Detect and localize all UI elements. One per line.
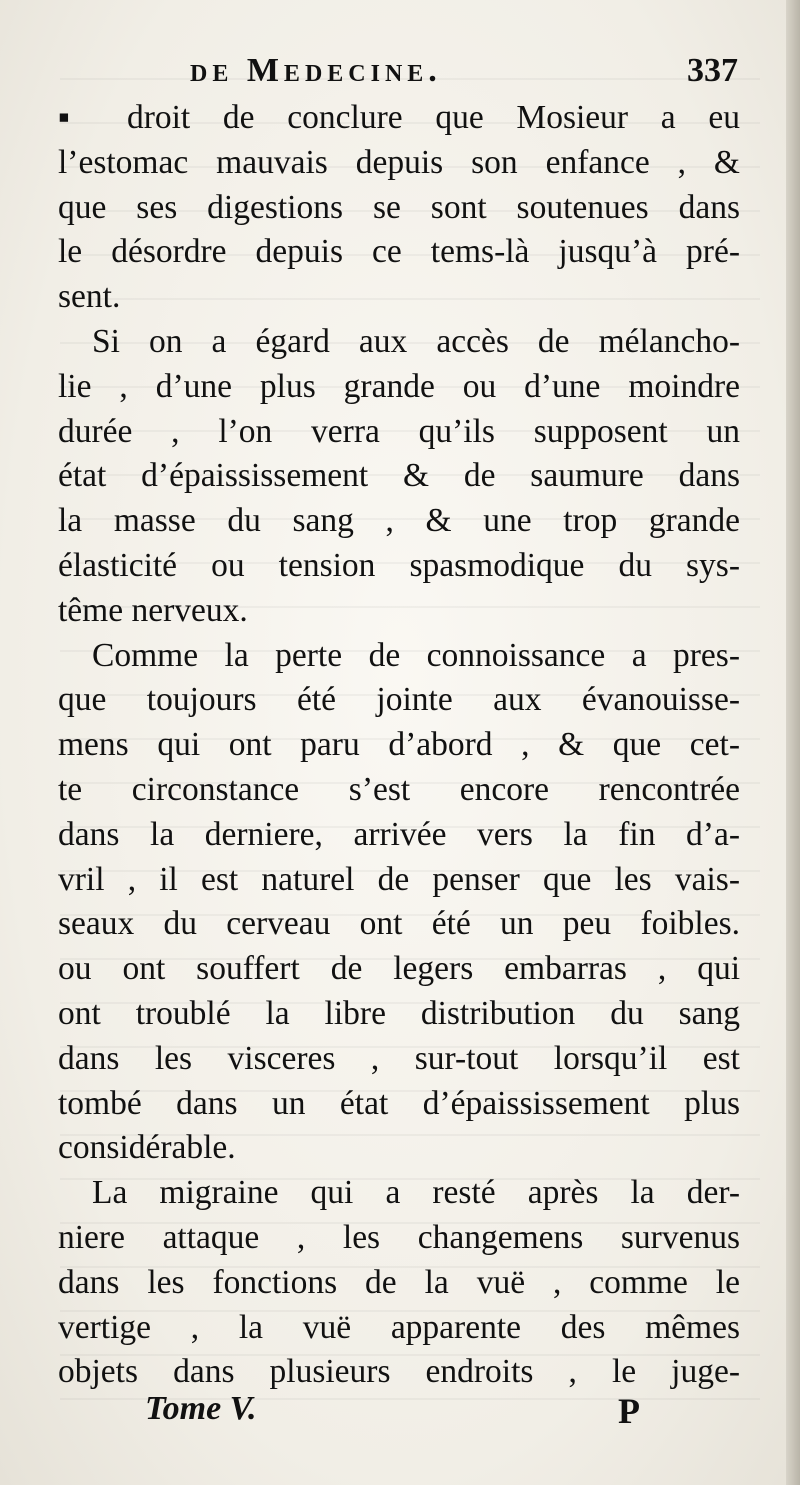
text-line: vertige , la vuë apparente des mêmes (58, 1308, 740, 1346)
text-line: seaux du cerveau ont été un peu foibles. (58, 905, 740, 943)
text-line: ▪ droit de conclure que Mosieur a eu (58, 99, 740, 136)
running-title: de Medecine. (190, 52, 442, 89)
text-line: considérable. (58, 1129, 236, 1167)
text-line: ou ont souffert de legers embarras , qui (58, 950, 740, 988)
text-line: vril , il est naturel de penser que les vais- (58, 860, 740, 898)
text-line: La migraine qui a resté après la der- (92, 1174, 740, 1212)
text-line: la masse du sang , & une trop grande (58, 502, 740, 540)
text-line: dans la derniere, arrivée vers la fin d’a- (58, 815, 740, 853)
text-line: ont troublé la libre distribution du sang (58, 994, 740, 1032)
text-line: que toujours été jointe aux évanouisse- (58, 681, 740, 719)
page-number: 337 (687, 52, 738, 89)
volume-mark: Tome V. (145, 1390, 257, 1427)
page-footer (60, 1390, 750, 1436)
body-text (58, 96, 740, 1395)
text-line: te circonstance s’est encore rencontrée (58, 770, 740, 808)
text-line: dans les fonctions de la vuë , comme le (58, 1263, 740, 1301)
page-edge-shadow (786, 0, 800, 1485)
text-line: état d’épaississement & de saumure dans (58, 457, 740, 495)
signature-mark: P (618, 1391, 640, 1431)
text-line: Comme la perte de connoissance a pres- (92, 636, 740, 674)
page-header (60, 52, 750, 96)
text-line: le désordre depuis ce tems-là jusqu’à pré- (58, 233, 740, 271)
text-line: Si on a égard aux accès de mélancho- (92, 322, 740, 360)
text-line: durée , l’on verra qu’ils supposent un (58, 412, 740, 450)
text-line: lie , d’une plus grande ou d’une moindre (58, 367, 740, 405)
text-line: sent. (58, 278, 121, 316)
text-line: tombé dans un état d’épaississement plus (58, 1084, 740, 1122)
text-line: dans les visceres , sur-tout lorsqu’il est (58, 1039, 740, 1077)
text-line: mens qui ont paru d’abord , & que cet- (58, 726, 740, 764)
text-line: objets dans plusieurs endroits , le juge- (58, 1353, 740, 1391)
text-line: l’estomac mauvais depuis son enfance , & (58, 143, 740, 181)
text-line: niere attaque , les changemens survenus (58, 1218, 740, 1256)
text-line: tême nerveux. (58, 591, 248, 629)
text-line: que ses digestions se sont soutenues dans (58, 188, 740, 226)
text-line: élasticité ou tension spasmodique du sys- (58, 546, 740, 584)
